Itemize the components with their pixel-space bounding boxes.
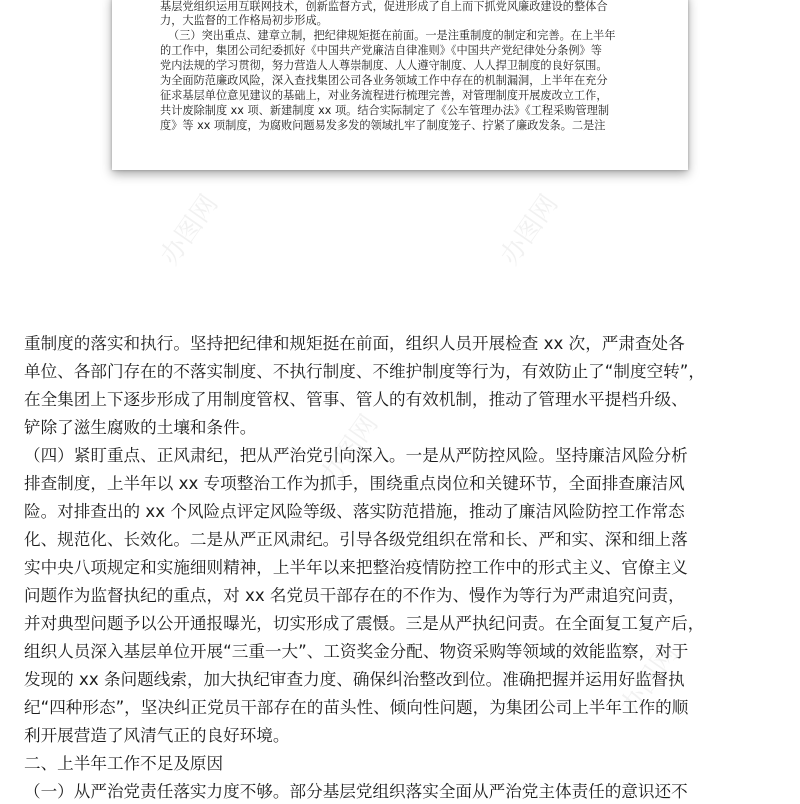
watermark: 办图网 xyxy=(314,409,385,491)
body-line: 问题作为监督执纪的重点，对 xx 名党员干部存在的不作为、慢作为等行为严肃追究问责， xyxy=(24,586,685,605)
body-line: 重制度的落实和执行。坚持把纪律和规矩挺在前面，组织人员开展检查 xx 次，严肃查处各 xyxy=(24,334,685,353)
preview-line: 党内法规的学习贯彻，努力营造人人尊崇制度、人人遵守制度、人人捍卫制度的良好氛围。 xyxy=(160,59,608,72)
body-line: 利开展营造了风清气正的良好环境。 xyxy=(24,726,290,745)
preview-line: 的工作中，集团公司纪委抓好《中国共产党廉洁自律准则》《中国共产党纪律处分条例》等 xyxy=(160,44,602,57)
body-line: 单位、各部门存在的不落实制度、不执行制度、不维护制度等行为，有效防止了“制度空转”， xyxy=(24,362,705,381)
watermark: 办图网 xyxy=(154,189,225,271)
preview-line: 力，大监督的工作格局初步形成。 xyxy=(160,14,328,27)
body-line: 并对典型问题予以公开通报曝光，切实形成了震慑。三是从严执纪问责。在全面复工复产后， xyxy=(24,614,705,633)
preview-line: （三）突出重点、建章立制，把纪律规矩挺在前面。一是注重制度的制定和完善。在上半年 xyxy=(168,29,616,42)
body-line: 险。对排查出的 xx 个风险点评定风险等级、落实防范措施，推动了廉洁风险防控工作常态 xyxy=(24,502,685,521)
section-heading-4: （四）紧盯重点、正风肃纪，把从严治党引向深入。一是从严防控风险。坚持廉洁风险分析 xyxy=(24,446,688,465)
watermark: 办图网 xyxy=(494,189,565,271)
body-line: 铲除了滋生腐败的土壤和条件。 xyxy=(24,418,257,437)
preview-line: 度》等 xx 项制度，为腐败问题易发多发的领域扎牢了制度笼子、拧紧了廉政发条。二是注 xyxy=(160,119,606,132)
preview-line: 共计废除制度 xx 项、新建制度 xx 项。结合实际制定了《公车管理办法》《工程采购管理制 xyxy=(160,104,610,117)
preview-line: 征求基层单位意见建议的基础上，对业务流程进行梳理完善，对管理制度开展废改立工作， xyxy=(160,89,608,102)
body-line: 排查制度，上半年以 xx 专项整治工作为抓手，围绕重点岗位和关键环节，全面排查廉洁风 xyxy=(24,474,685,493)
section-title-2: 二、上半年工作不足及原因 xyxy=(24,754,224,773)
body-line: 组织人员深入基层单位开展“三重一大”、工资奖金分配、物资采购等领域的效能监察，对于 xyxy=(24,642,689,661)
body-line: 实中央八项规定和实施细则精神，上半年以来把整治疫情防控工作中的形式主义、官僚主义 xyxy=(24,558,688,577)
document-preview-card xyxy=(112,0,688,170)
body-line: 在全集团上下逐步形成了用制度管权、管事、管人的有效机制，推动了管理水平提档升级、 xyxy=(24,390,688,409)
body-line: 发现的 xx 条问题线索，加大执纪审查力度、确保纠治整改到位。准确把握并运用好监督执 xyxy=(24,670,685,689)
preview-line: 为全面防范廉政风险，深入查找集团公司各业务领域工作中存在的机制漏洞，上半年在充分 xyxy=(160,74,608,87)
body-line: 纪“四种形态”，坚决纠正党员干部存在的苗头性、倾向性问题，为集团公司上半年工作的顺 xyxy=(24,698,689,717)
body-line: （一）从严治党责任落实力度不够。部分基层党组织落实全面从严治党主体责任的意识还不 xyxy=(24,782,688,801)
body-line: 化、规范化、长效化。二是从严正风肃纪。引导各级党组织在常和长、严和实、深和细上落 xyxy=(24,530,688,549)
preview-line: 基层党组织运用互联网技术，创新监督方式，促进形成了自上而下抓党风廉政建设的整体合 xyxy=(160,0,608,13)
watermark: 办图网 xyxy=(614,639,685,721)
